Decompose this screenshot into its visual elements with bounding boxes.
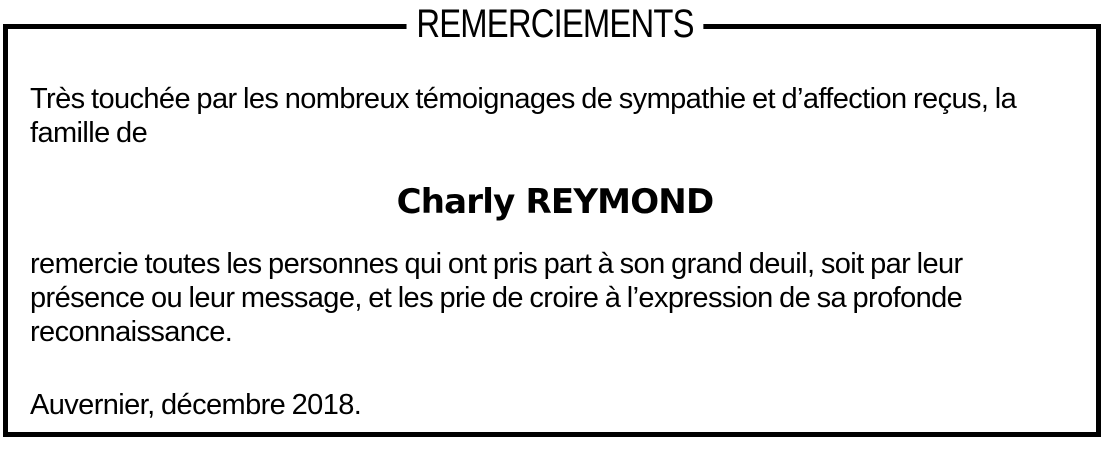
deceased-name: Charly REYMOND [396, 182, 714, 222]
notice-title: REMERCIEMENTS [407, 0, 704, 48]
place-and-date: Auvernier, décembre 2018. [30, 389, 362, 421]
intro-text: Très touchée par les nombreux témoignages de sympathie et d’affection reçus, la famille de [30, 83, 1017, 149]
thank-you-message: remercie toutes les personnes qui ont pris part à son grand deuil, soit par leur présence ou leur message, et les prie de croire à l’expression de sa profonde reconnaissance. [30, 248, 963, 348]
